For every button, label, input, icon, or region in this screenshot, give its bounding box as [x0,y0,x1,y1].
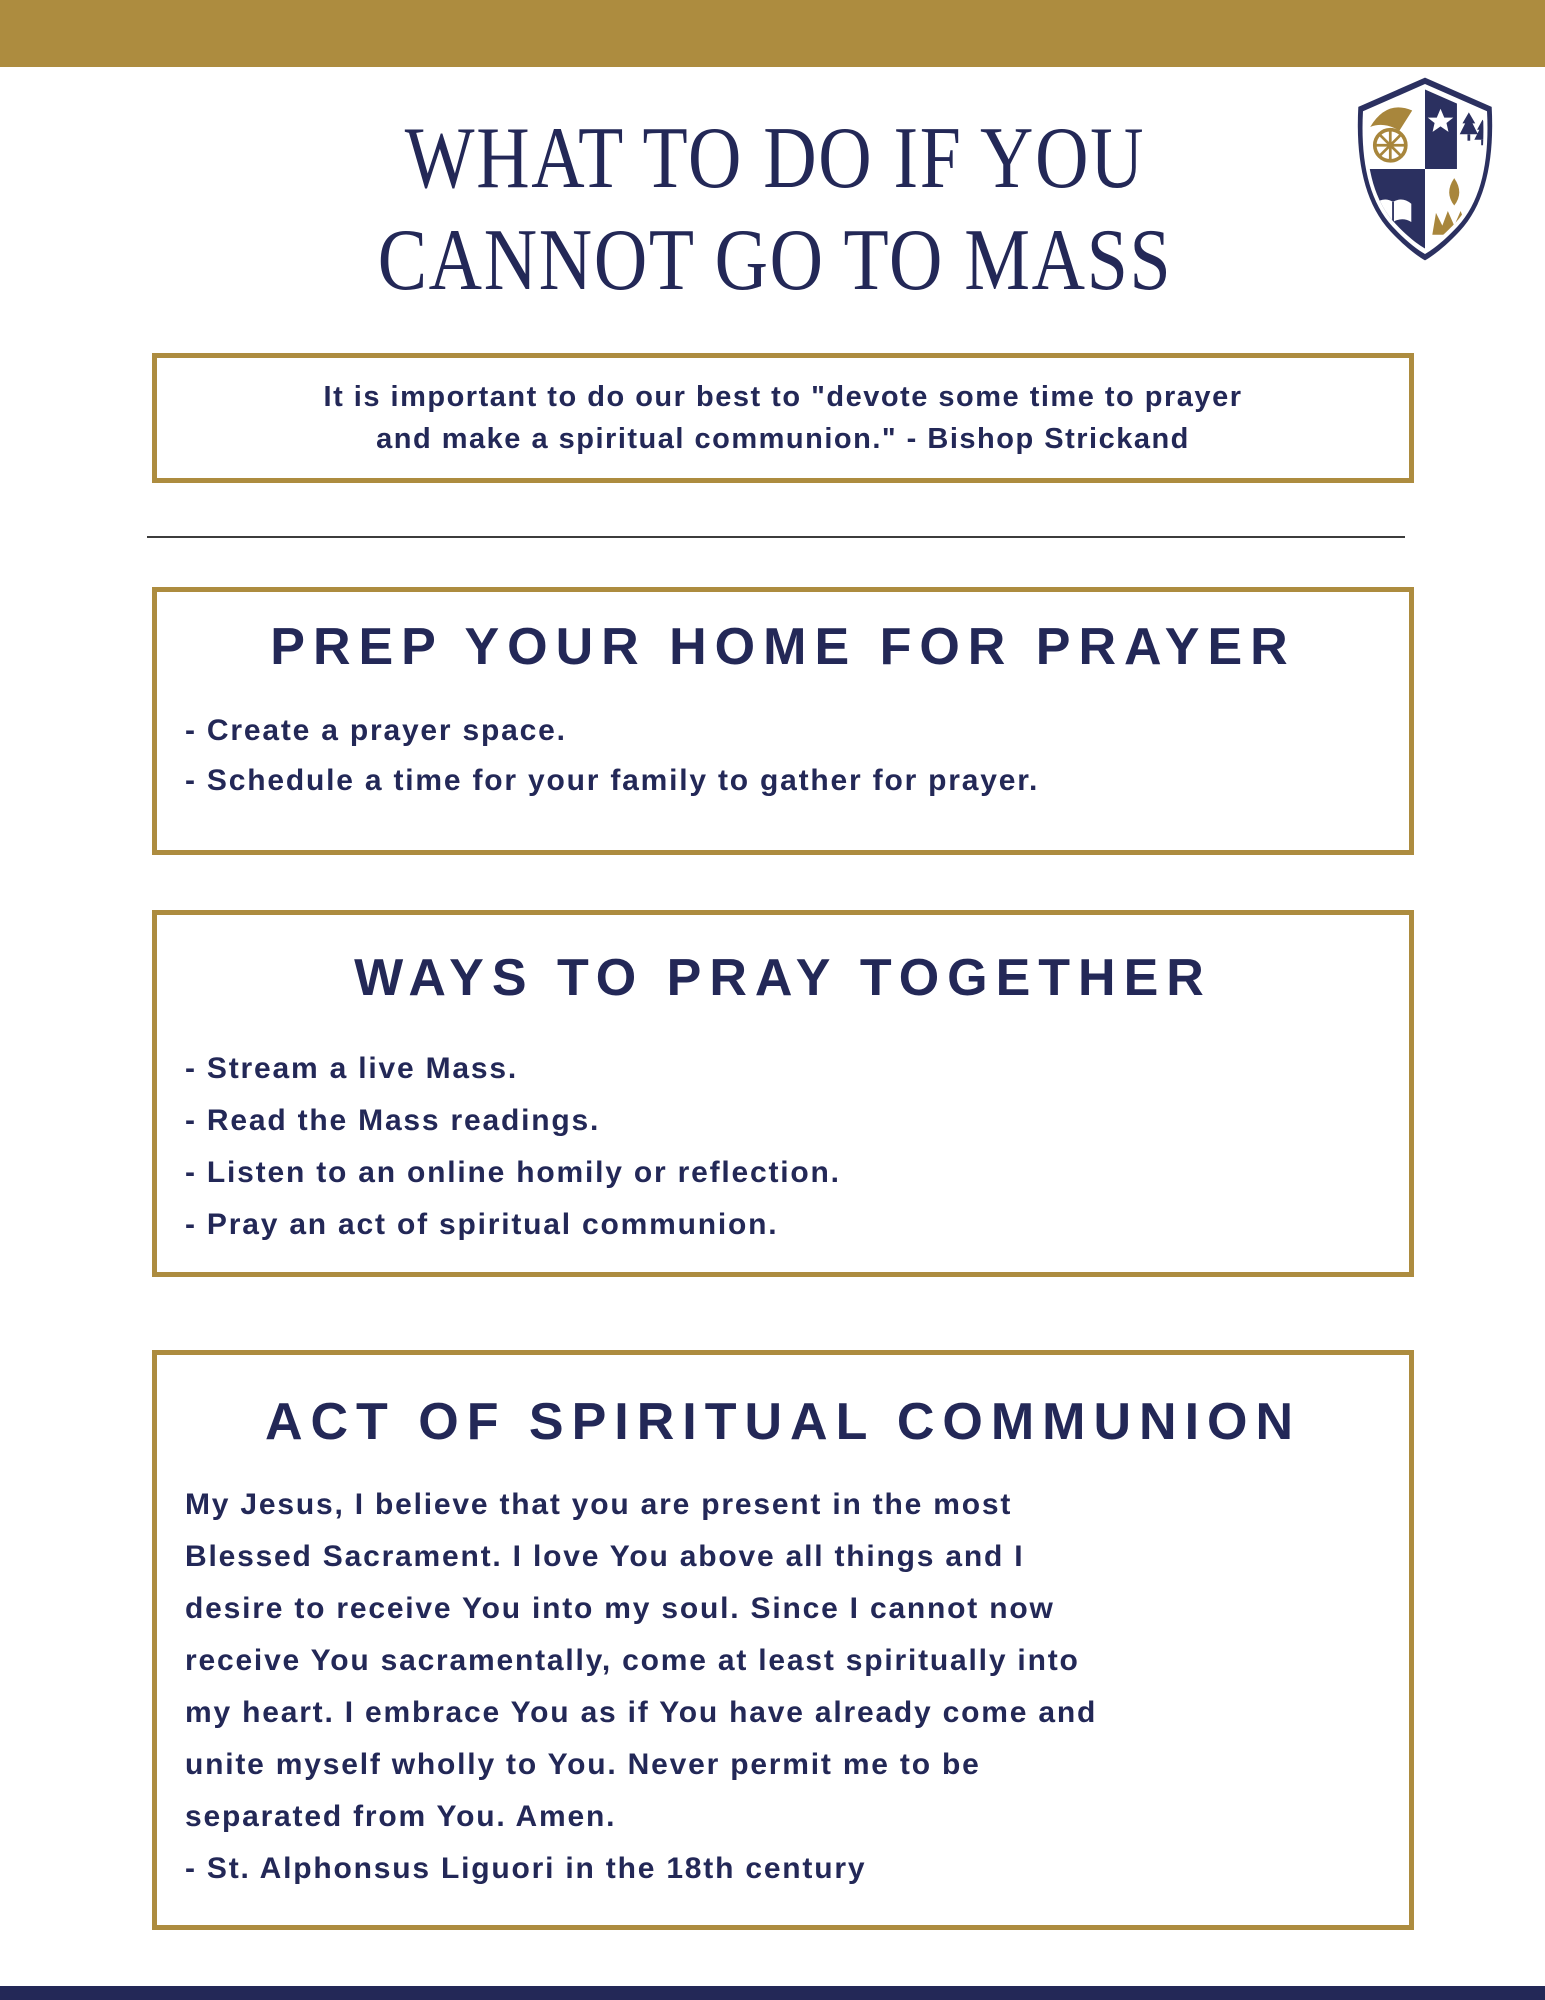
quote-line2: and make a spiritual communion." - Bishop Strickand [376,423,1190,455]
top-accent-bar [0,0,1545,67]
horizontal-divider [147,536,1405,538]
prayer-line: unite myself wholly to You. Never permit me to be [185,1748,981,1781]
prayer-line: desire to receive You into my soul. Since I cannot now [185,1592,1055,1625]
bullet-list [157,1043,1409,1251]
quote-box [152,353,1414,483]
page-title-line1: WHAT TO DO IF YOU [404,110,1146,207]
prayer-line: My Jesus, I believe that you are present in the most [185,1488,1013,1521]
prayer-line: receive You sacramentally, come at least spiritually into [185,1644,1080,1677]
section-heading: ACT OF SPIRITUAL COMMUNION [264,1393,1302,1451]
section-act-of-spiritual-communion [152,1350,1414,1930]
school-crest-icon [1333,74,1517,264]
prayer-line: Blessed Sacrament. I love You above all things and I [185,1540,1025,1573]
prayer-text [157,1479,1409,1895]
list-item: - Stream a live Mass. [185,1052,518,1085]
section-heading: PREP YOUR HOME FOR PRAYER [270,618,1296,676]
page-title [124,108,1426,312]
section-heading: WAYS TO PRAY TOGETHER [354,949,1212,1007]
quote-line1: It is important to do our best to "devote some time to prayer [323,381,1243,413]
list-item: - Pray an act of spiritual communion. [185,1208,779,1241]
section-ways-to-pray [152,910,1414,1277]
prayer-line: separated from You. Amen. [185,1800,617,1833]
list-item: - Listen to an online homily or reflection. [185,1156,841,1189]
page-title-line2: CANNOT GO TO MASS [377,212,1173,309]
list-item: - Create a prayer space. [185,714,567,747]
bottom-accent-bar [0,1986,1545,2000]
list-item: - Read the Mass readings. [185,1104,601,1137]
list-item: - Schedule a time for your family to gather for prayer. [185,764,1040,797]
quote-text [157,376,1409,460]
bullet-list [157,706,1409,806]
prayer-attribution: - St. Alphonsus Liguori in the 18th century [185,1852,867,1885]
section-prep-home [152,587,1414,855]
prayer-line: my heart. I embrace You as if You have already come and [185,1696,1098,1729]
